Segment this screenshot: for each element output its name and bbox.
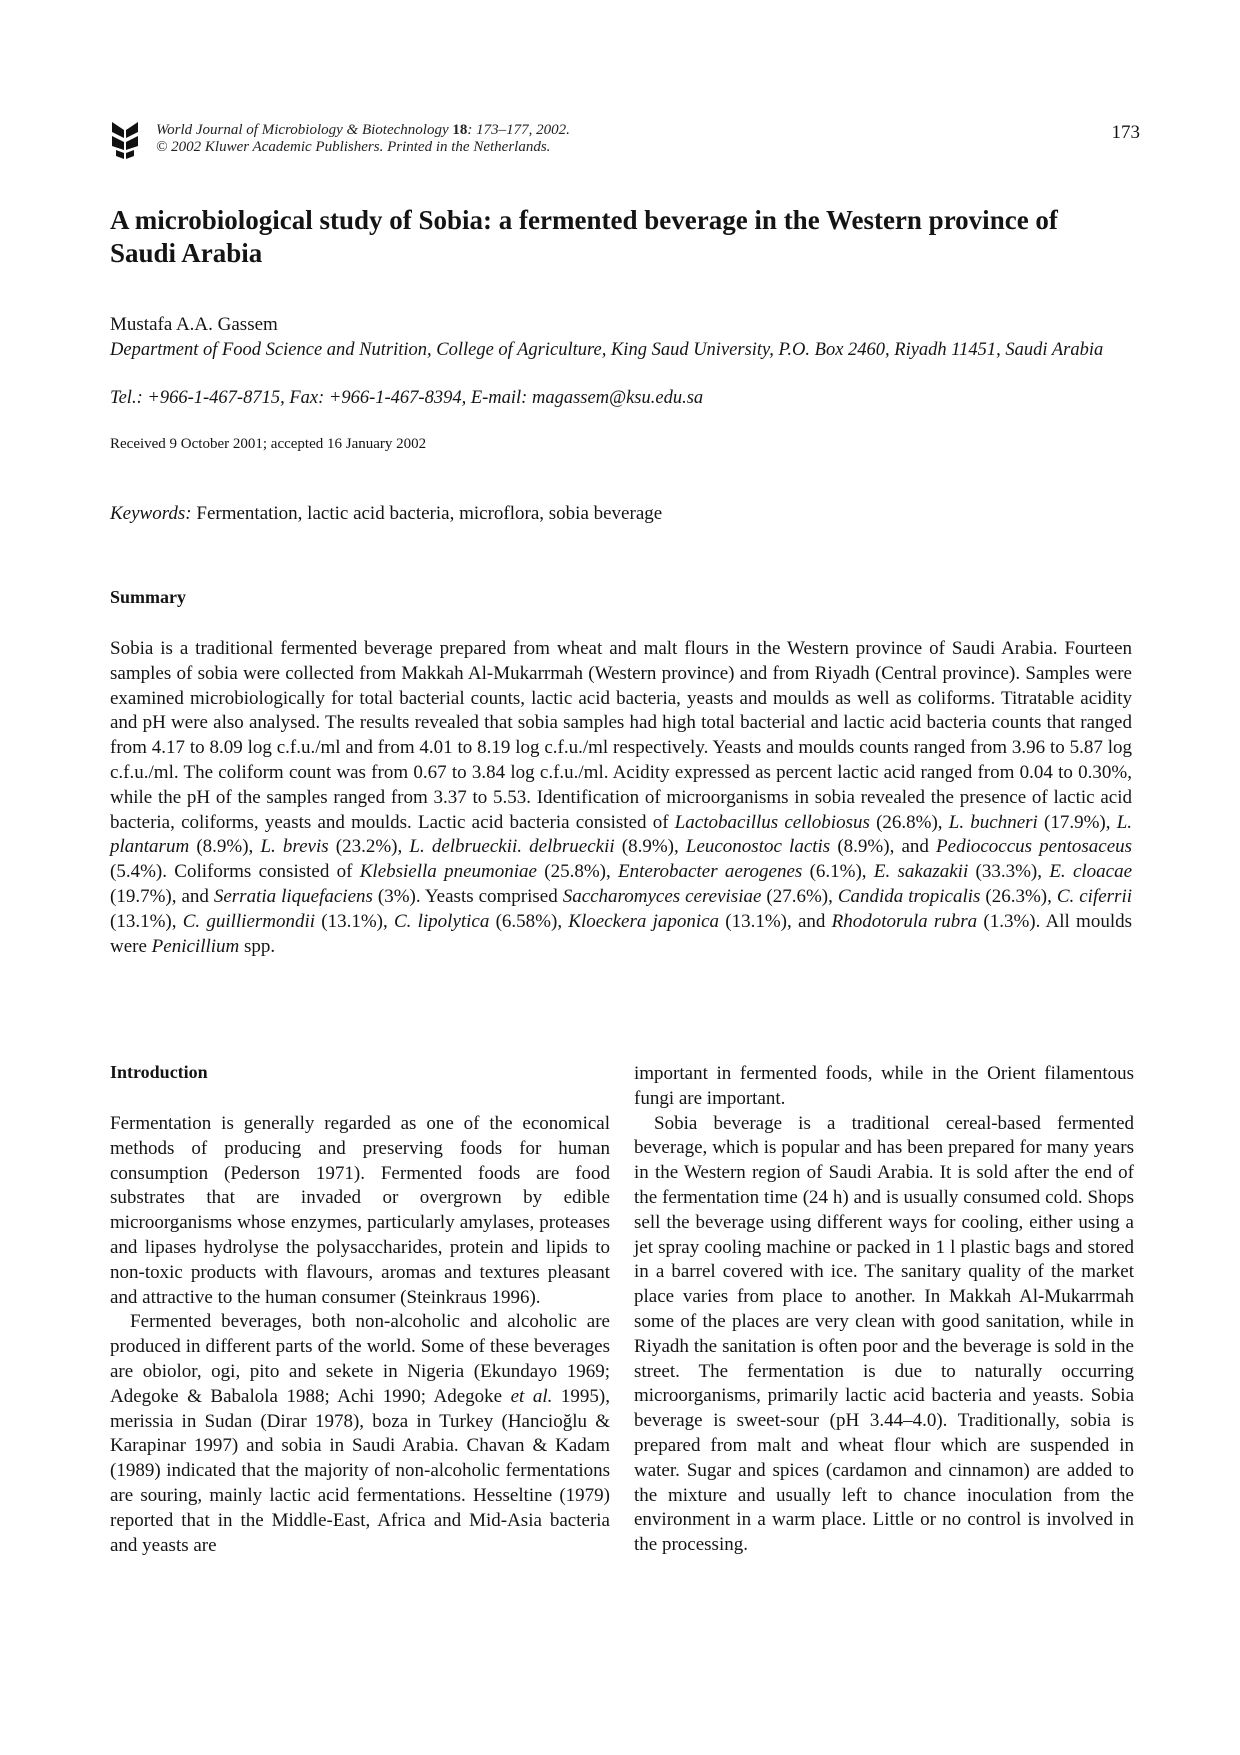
- italic-term: Kloeckera japonica: [568, 910, 720, 932]
- italic-term: et al.: [510, 1385, 553, 1407]
- italic-term: Leuconostoc lactis: [685, 836, 831, 858]
- italic-term: Serratia liquefaciens: [213, 885, 373, 907]
- received-dates: Received 9 October 2001; accepted 16 January 2002: [110, 436, 427, 452]
- summary-heading: Summary: [110, 587, 186, 607]
- intro-paragraph-2-continued: important in fermented foods, while in the Orient filamentous fungi are important.: [634, 1063, 1134, 1109]
- italic-term: C. ciferrii: [1056, 885, 1133, 907]
- italic-term: Candida tropicalis: [837, 885, 981, 907]
- italic-term: L. plantarum: [110, 811, 1133, 858]
- intro-paragraph-1: Fermentation is generally regarded as one of the economical methods of producing and preserving foods for human consumption (Pederson 1971). Fermented foods are food substrates that are invaded or overgrown by edible microorganisms whose enzymes, particularly amylases, proteases and lipases hydrolyse the polysaccharides, protein and lipids to non-toxic products with flavours, aromas and textures pleasant and attractive to the human consumer (Steinkraus 1996).: [110, 1113, 610, 1308]
- keywords-list: Fermentation, lactic acid bacteria, microflora, sobia beverage: [196, 503, 663, 524]
- introduction-right-column: [634, 1062, 1134, 1558]
- author-affiliation: Department of Food Science and Nutrition, College of Agriculture, King Saud University, P.O. Box 2460, Riyadh 11451, Saudi Arabia: [110, 340, 1104, 360]
- intro-paragraph-3: Sobia beverage is a traditional cereal-based fermented beverage, which is popular and has been prepared for many years in the Western region of Saudi Arabia. It is sold after the end of the fermentation time (24 h) and is usually consumed cold. Shops sell the beverage using different ways for cooling, either using a jet spray cooling machine or packed in 1 l plastic bags and stored in a barrel covered with ice. The sanitary quality of the market place varies from place to another. In Makkah Al-Mukarrmah some of the places are very clean with good sanitation, while in Riyadh the sanitation is often poor and the beverage is sold in the street. The fermentation is due to naturally occurring microorganisms, primarily lactic acid bacteria and yeasts. Sobia beverage is sweet-sour (pH 3.44–4.0). Traditionally, sobia is prepared from malt and wheat flour which are suspended in water. Sugar and spices (cardamon and cinnamon) are added to the mixture and usually left to chance inoculation from the environment in a warm place. Little or no control is involved in the processing.: [634, 1112, 1134, 1556]
- italic-term: C. guilliermondii: [182, 910, 316, 932]
- italic-term: E. cloacae: [1049, 861, 1133, 883]
- author-contact: Tel.: +966-1-467-8715, Fax: +966-1-467-8394, E-mail: magassem@ksu.edu.sa: [110, 388, 704, 408]
- italic-term: Saccharomyces cerevisiae: [562, 885, 762, 907]
- keywords-line: [110, 503, 662, 525]
- italic-term: C. lipolytica: [393, 910, 490, 932]
- copyright-line: © 2002 Kluwer Academic Publishers. Printed in the Netherlands.: [156, 139, 551, 155]
- italic-term: Klebsiella pneumoniae: [359, 861, 537, 883]
- italic-term: L. delbrueckii. delbrueckii: [409, 836, 615, 858]
- italic-term: L. brevis: [260, 836, 329, 858]
- author-name: Mustafa A.A. Gassem: [110, 314, 278, 335]
- journal-citation: [156, 122, 570, 156]
- italic-term: Lactobacillus cellobiosus: [674, 811, 870, 833]
- italic-term: E. sakazakii: [873, 861, 969, 883]
- italic-term: Rhodotorula rubra: [831, 910, 978, 932]
- italic-term: Penicillium: [151, 935, 240, 957]
- intro-paragraph-2: Fermented beverages, both non-alcoholic and alcoholic are produced in different parts of the world. Some of these beverages are obiolor, ogi, pito and sekete in Nigeria (Ekundayo 1969; Adegoke & Babalola 1988; Achi 1990; Adegoke et al. 1995), merissia in Sudan (Dirar 1978), boza in Turkey (Hancioğlu & Karapinar 1997) and sobia in Saudi Arabia. Chavan & Kadam (1989) indicated that the majority of non-alcoholic fermentations are souring, mainly lactic acid fermentations. Hesseltine (1979) reported that in the Middle-East, Africa and Mid-Asia bacteria and yeasts are: [110, 1311, 610, 1556]
- page-number: 173: [1111, 122, 1140, 143]
- journal-volume: 18: [452, 122, 468, 138]
- italic-term: Enterobacter aerogenes: [618, 861, 803, 883]
- introduction-heading: Introduction: [110, 1062, 208, 1082]
- journal-header: [110, 118, 1140, 164]
- journal-pages-year: : 173–177, 2002.: [467, 122, 570, 138]
- publisher-logo-icon: [110, 120, 140, 160]
- italic-term: L. buchneri: [948, 811, 1038, 833]
- journal-name: World Journal of Microbiology & Biotechnology: [156, 122, 449, 138]
- keywords-label: Keywords:: [110, 503, 192, 524]
- italic-term: Pediococcus pentosaceus: [936, 836, 1133, 858]
- article-title: A microbiological study of Sobia: a fermented beverage in the Western province of Saudi Arabia: [110, 205, 1058, 268]
- summary-text: Sobia is a traditional fermented beverage prepared from wheat and malt flours in the Western province of Saudi Arabia. Fourteen samples of sobia were collected from Makkah Al-Mukarrmah (Western province) and from Riyadh (Central province). Samples were examined microbiologically for total bacterial counts, lactic acid bacteria, yeasts and moulds as well as coliforms. Titratable acidity and pH were also analysed. The results revealed that sobia samples had high total bacterial and lactic acid bacteria counts that ranged from 4.17 to 8.09 log c.f.u./ml and from 4.01 to 8.19 log c.f.u./ml respectively. Yeasts and moulds counts ranged from 3.96 to 5.87 log c.f.u./ml. The coliform count was from 0.67 to 3.84 log c.f.u./ml. Acidity expressed as percent lactic acid ranged from 0.04 to 0.30%, while the pH of the samples ranged from 3.37 to 5.53. Identification of microorganisms in sobia revealed the presence of lactic acid bacteria, coliforms, yeasts and moulds. Lactic acid bacteria consisted of Lactobacillus cellobiosus (26.8%), L. buchneri (17.9%), L. plantarum (8.9%), L. brevis (23.2%), L. delbrueckii. delbrueckii (8.9%), Leuconostoc lactis (8.9%), and Pediococcus pentosaceus (5.4%). Coliforms consisted of Klebsiella pneumoniae (25.8%), Enterobacter aerogenes (6.1%), E. sakazakii (33.3%), E. cloacae (19.7%), and Serratia liquefaciens (3%). Yeasts comprised Saccharomyces cerevisiae (27.6%), Candida tropicalis (26.3%), C. ciferrii (13.1%), C. guilliermondii (13.1%), C. lipolytica (6.58%), Kloeckera japonica (13.1%), and Rhodotorula rubra (1.3%). All moulds were Penicillium spp.: [110, 638, 1133, 957]
- introduction-left-column: [110, 1112, 610, 1558]
